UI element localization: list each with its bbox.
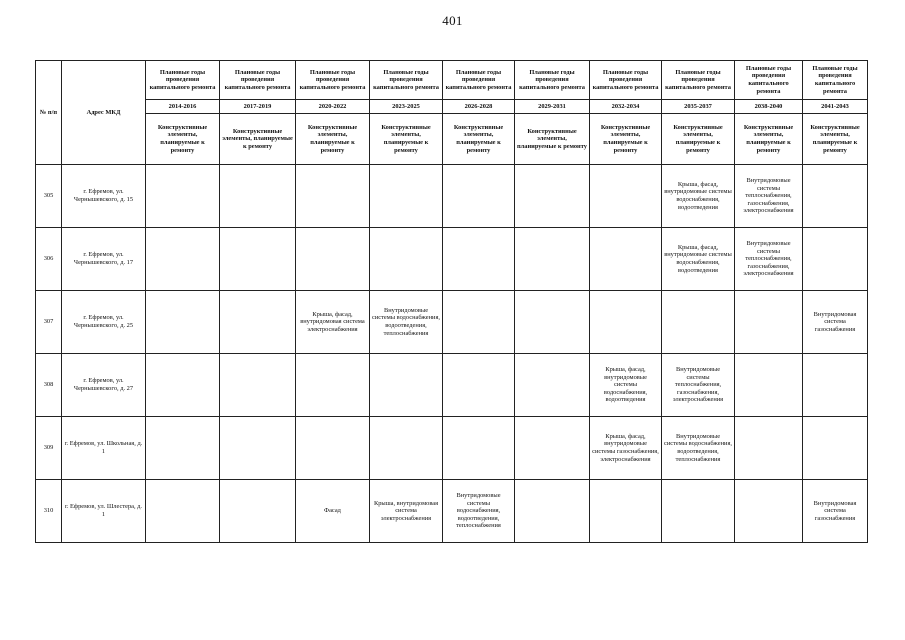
header-period-title: Плановые годы проведения капитального ремонта: [803, 61, 868, 100]
header-num-col: № п/п: [36, 61, 62, 165]
header-years: 2014-2016: [146, 100, 220, 114]
work-cell: Крыша, внутридомовая система электроснабжения: [370, 480, 443, 543]
header-period-title: Плановые годы проведения капитального ремонта: [146, 61, 220, 100]
work-cell: [735, 291, 803, 354]
work-cell: [220, 228, 296, 291]
header-period-title: Плановые годы проведения капитального ремонта: [296, 61, 370, 100]
header-row-years: [36, 100, 868, 114]
work-cell: [443, 417, 515, 480]
work-cell: [515, 165, 590, 228]
work-cell: [515, 480, 590, 543]
header-elements: Конструктивные элементы, планируемые к ремонту: [662, 114, 735, 165]
work-cell: [443, 354, 515, 417]
row-number: 307: [36, 291, 62, 354]
work-cell: [803, 354, 868, 417]
header-years: 2023-2025: [370, 100, 443, 114]
work-cell: [735, 480, 803, 543]
header-years: 2041-2043: [803, 100, 868, 114]
work-cell: [735, 354, 803, 417]
work-cell: [370, 228, 443, 291]
row-address: г. Ефремов, ул. Шлестера, д. 1: [62, 480, 146, 543]
work-cell: [590, 228, 662, 291]
capital-repair-schedule-table: [35, 60, 868, 543]
work-cell: Внутридомовые системы теплоснабжения, газоснабжения, электроснабжения: [662, 354, 735, 417]
work-cell: [146, 165, 220, 228]
row-address: г. Ефремов, ул. Чернышевского, д. 15: [62, 165, 146, 228]
work-cell: [370, 165, 443, 228]
work-cell: [590, 480, 662, 543]
work-cell: [803, 165, 868, 228]
header-elements: Конструктивные элементы, планируемые к ремонту: [443, 114, 515, 165]
header-row-elements: [36, 114, 868, 165]
work-cell: [296, 228, 370, 291]
table-row: [36, 291, 868, 354]
table-row: [36, 480, 868, 543]
header-elements: Конструктивные элементы, планируемые к ремонту: [370, 114, 443, 165]
row-number: 305: [36, 165, 62, 228]
work-cell: Внутридомовая система газоснабжения: [803, 480, 868, 543]
work-cell: Внутридомовые системы водоснабжения, водоотведения, теплоснабжения: [370, 291, 443, 354]
work-cell: [220, 165, 296, 228]
work-cell: [443, 165, 515, 228]
work-cell: [590, 165, 662, 228]
row-address: г. Ефремов, ул. Чернышевского, д. 17: [62, 228, 146, 291]
work-cell: Крыша, фасад, внутридомовые системы газоснабжения, электроснабжения: [590, 417, 662, 480]
work-cell: [296, 354, 370, 417]
work-cell: [662, 291, 735, 354]
header-period-title: Плановые годы проведения капитального ремонта: [590, 61, 662, 100]
header-address-col: Адрес МКД: [62, 61, 146, 165]
header-elements: Конструктивные элементы, планируемые к ремонту: [735, 114, 803, 165]
header-years: 2026-2028: [443, 100, 515, 114]
table-row: [36, 417, 868, 480]
work-cell: [515, 417, 590, 480]
work-cell: [296, 165, 370, 228]
work-cell: Внутридомовые системы теплоснабжения, газоснабжения, электроснабжения: [735, 165, 803, 228]
header-period-title: Плановые годы проведения капитального ремонта: [370, 61, 443, 100]
header-period-title: Плановые годы проведения капитального ремонта: [662, 61, 735, 100]
row-address: г. Ефремов, ул. Чернышевского, д. 27: [62, 354, 146, 417]
header-elements: Конструктивные элементы, планируемые к ремонту: [515, 114, 590, 165]
header-elements: Конструктивные элементы, планируемые к ремонту: [590, 114, 662, 165]
work-cell: Внутридомовые системы водоснабжения, водоотведения, теплоснабжения: [443, 480, 515, 543]
work-cell: Крыша, фасад, внутридомовые системы водоснабжения, водоотведения: [662, 165, 735, 228]
work-cell: [370, 354, 443, 417]
header-elements: Конструктивные элементы, планируемые к ремонту: [803, 114, 868, 165]
work-cell: Крыша, фасад, внутридомовая система электроснабжения: [296, 291, 370, 354]
header-years: 2017-2019: [220, 100, 296, 114]
header-period-title: Плановые годы проведения капитального ремонта: [220, 61, 296, 100]
work-cell: [220, 417, 296, 480]
header-row-top: [36, 61, 868, 100]
header-years: 2020-2022: [296, 100, 370, 114]
header-elements: Конструктивные элементы, планируемые к ремонту: [296, 114, 370, 165]
work-cell: [803, 228, 868, 291]
work-cell: [443, 228, 515, 291]
work-cell: [590, 291, 662, 354]
table-row: [36, 165, 868, 228]
header-elements: Конструктивные элементы, планируемые к ремонту: [146, 114, 220, 165]
work-cell: Внутридомовая система газоснабжения: [803, 291, 868, 354]
work-cell: [515, 291, 590, 354]
work-cell: [735, 417, 803, 480]
row-address: г. Ефремов, ул. Школьная, д. 1: [62, 417, 146, 480]
row-number: 310: [36, 480, 62, 543]
work-cell: Внутридомовые системы теплоснабжения, газоснабжения, электроснабжения: [735, 228, 803, 291]
work-cell: [515, 354, 590, 417]
work-cell: [443, 291, 515, 354]
work-cell: [146, 417, 220, 480]
work-cell: [220, 480, 296, 543]
header-period-title: Плановые годы проведения капитального ремонта: [735, 61, 803, 100]
work-cell: [146, 354, 220, 417]
table-row: [36, 354, 868, 417]
page-number: 401: [442, 13, 463, 28]
header-years: 2032-2034: [590, 100, 662, 114]
header-elements: Конструктивные элементы, планируемые к ремонту: [220, 114, 296, 165]
work-cell: [515, 228, 590, 291]
row-number: 306: [36, 228, 62, 291]
work-cell: [296, 417, 370, 480]
work-cell: Крыша, фасад, внутридомовые системы водоснабжения, водоотведения: [590, 354, 662, 417]
work-cell: [220, 354, 296, 417]
work-cell: [146, 228, 220, 291]
row-address: г. Ефремов, ул. Чернышевского, д. 25: [62, 291, 146, 354]
header-period-title: Плановые годы проведения капитального ремонта: [515, 61, 590, 100]
work-cell: [662, 480, 735, 543]
header-years: 2035-2037: [662, 100, 735, 114]
work-cell: [146, 480, 220, 543]
header-years: 2038-2040: [735, 100, 803, 114]
header-years: 2029-2031: [515, 100, 590, 114]
header-period-title: Плановые годы проведения капитального ремонта: [443, 61, 515, 100]
work-cell: [803, 417, 868, 480]
row-number: 309: [36, 417, 62, 480]
work-cell: Крыша, фасад, внутридомовые системы водоснабжения, водоотведения: [662, 228, 735, 291]
table-row: [36, 228, 868, 291]
row-number: 308: [36, 354, 62, 417]
work-cell: [220, 291, 296, 354]
work-cell: [146, 291, 220, 354]
work-cell: Фасад: [296, 480, 370, 543]
work-cell: Внутридомовые системы водоснабжения, водоотведения, теплоснабжения: [662, 417, 735, 480]
work-cell: [370, 417, 443, 480]
